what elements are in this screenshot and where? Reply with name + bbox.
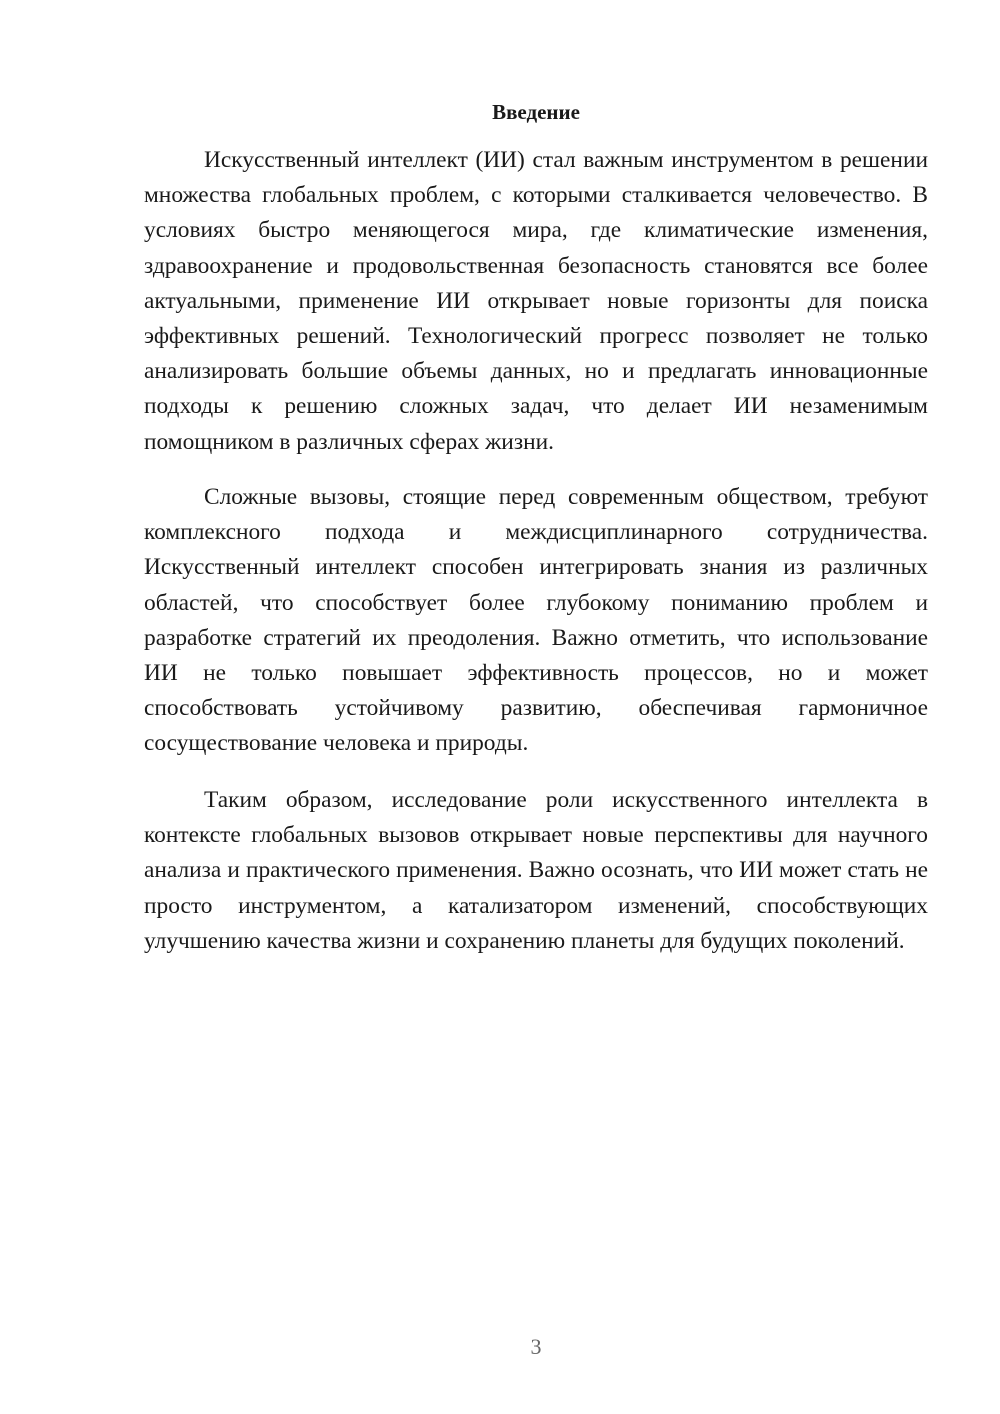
paragraph-1: Искусственный интеллект (ИИ) стал важным инструментом в решении множества глобальных проблем, с которыми сталкивается человечество. В условиях быстро меняющегося мира, где климатические изменения, здравоохранение и продовольственная безопасность становятся все более актуальными, применение ИИ открывает новые горизонты для поиска эффективных решений. Технологический прогресс позволяет не только анализировать большие объемы данных, но и предлагать инновационные подходы к решению сложных задач, что делает ИИ незаменимым помощником в различных сферах жизни.: [144, 147, 928, 455]
paragraph-3: Таким образом, исследование роли искусственного интеллекта в контексте глобальных вызовов открывает новые перспективы для научного анализа и практического применения. Важно осознать, что ИИ может стать не просто инструментом, а катализатором изменений, способствующих улучшению качества жизни и сохранению планеты для будущих поколений.: [144, 787, 928, 954]
page-number: 3: [530, 1334, 542, 1359]
paragraph-2: Сложные вызовы, стоящие перед современным обществом, требуют комплексного подхода и междисциплинарного сотрудничества. Искусственный интеллект способен интегрировать знания из различных областей, что способствует более глубокому пониманию проблем и разработке стратегий их преодоления. Важно отметить, что использование ИИ не только повышает эффективность процессов, но и может способствовать устойчивому развитию, обеспечивая гармоничное сосуществование человека и природы.: [144, 484, 928, 757]
section-title: Введение: [492, 100, 580, 124]
